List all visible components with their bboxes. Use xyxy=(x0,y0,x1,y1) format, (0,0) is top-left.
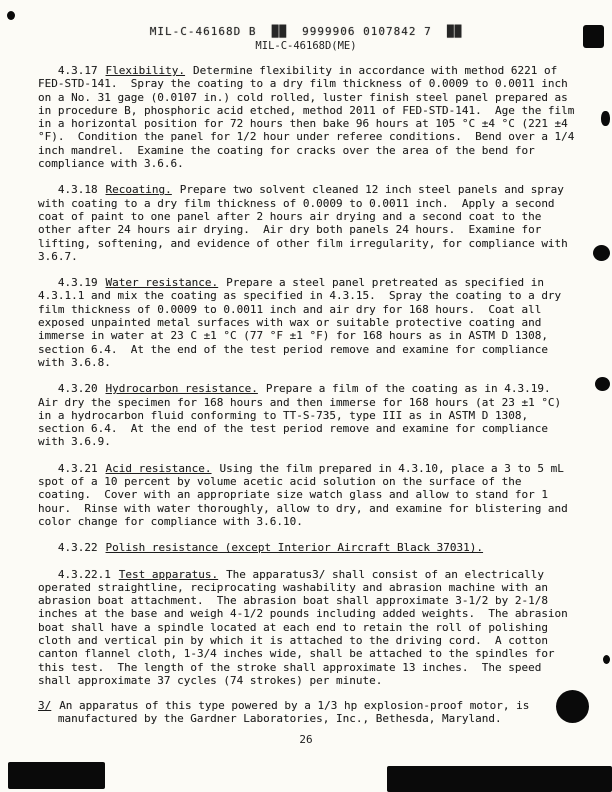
section-body: Prepare two solvent cleaned 12 inch steel panels and spray with coating to a dry film thickness of 0.0009 to 0.0011 inch. Apply a second coat of paint to one panel after 2 hours air drying and a second coat to the other after 24 hours air drying. Air dry both panels 24 hours. Examine for lifting, softening, and evidence of other film irregularity, for compliance with 3.6.7. xyxy=(38,183,575,263)
section-title: Acid resistance. xyxy=(105,461,212,475)
section-4-3-20 xyxy=(38,382,578,448)
section-4-3-21 xyxy=(38,462,578,528)
scan-artifact-right-1 xyxy=(601,111,610,126)
section-number: 4.3.22.1 xyxy=(57,567,111,581)
scan-artifact-right-2 xyxy=(593,245,610,261)
document-header xyxy=(0,25,612,52)
footnote xyxy=(38,699,578,726)
scan-artifact-right-4 xyxy=(603,655,610,664)
section-number: 4.3.20 xyxy=(57,382,98,396)
section-number: 4.3.17 xyxy=(57,64,98,77)
section-4-3-22-1 xyxy=(38,568,578,688)
section-4-3-22 xyxy=(38,541,578,554)
section-title: Recoating. xyxy=(105,183,172,197)
document-body xyxy=(38,64,582,700)
section-4-3-18 xyxy=(38,183,578,263)
section-number: 4.3.19 xyxy=(57,276,98,290)
scan-artifact-bottom-left-bar xyxy=(8,762,105,789)
page-number: 26 xyxy=(299,733,313,746)
footnote-marker: 3/ xyxy=(38,699,52,712)
section-title: Flexibility. xyxy=(105,64,186,77)
header-scan-line: MIL-C-46168D B ██ 9999906 0107842 7 ██ xyxy=(149,25,463,38)
scan-artifact-bottom-right-bar xyxy=(387,766,612,792)
section-body: Prepare a steel panel pretreated as specified in 4.3.1.1 and mix the coating as specified in 4.3.15. Spray the coating to a dry film thickness of 0.0009 to 0.0011 inch and air dry for 168 hours. Coat all exposed unpainted metal surfaces with wax or suitable protective coating and immerse in water at 23 C ±1 °C (77 °F ±1 °F) for 168 hours as in ASTM D 1308, section 6.4. At the end of the test period remove and examine for compliance with 3.6.8. xyxy=(38,276,568,369)
section-body: Using the film prepared in 4.3.10, place a 3 to 5 mL spot of a 10 percent by volume acetic acid solution on the surface of the coating. Cover with an appropriate size watch glass and allow to stand for 1 hour. Rinse with water thoroughly, allow to dry, and examine for blistering and color change for compliance with 3.6.10. xyxy=(38,461,575,528)
scan-artifact-top-left xyxy=(7,11,15,20)
footnote-text: An apparatus of this type powered by a 1/3 hp explosion-proof motor, is manufactured by the Gardner Laboratories, Inc., Bethesda, Maryland. xyxy=(57,699,537,726)
section-body: Prepare a film of the coating as in 4.3.19. Air dry the specimen for 168 hours and then immerse for 168 hours (at 23 ±1 °C) in a hydrocarbon fluid conforming to TT-S-735, type III as in ASTM D 1308, section 6.4. At the end of the test period remove and examine for compliance with 3.6.9. xyxy=(38,382,568,449)
section-title: Hydrocarbon resistance. xyxy=(105,382,258,396)
section-title: Test apparatus. xyxy=(118,567,219,581)
section-number: 4.3.22 xyxy=(57,541,98,555)
section-4-3-17 xyxy=(38,64,582,171)
section-body: The apparatus3/ shall consist of an electrically operated straightline, reciprocating washability and abrasion machine with an abrasion boat attachment. The abrasion boat shall approximate 3-1/2 by 2-1/8 inches at the base and weigh 4-1/2 pounds including added weights. The abrasion boat shall have a spindle located at each end to retain the roll of polishing cloth and vertical pin by which it is attached to the driving cord. A cotton canton flannel cloth, 1-3/4 inches wide, shall be attached to the spindles for this test. The length of the stroke shall approximate 13 inches. The speed shall approximate 37 cycles (74 strokes) per minute. xyxy=(38,567,575,687)
scan-artifact-right-3 xyxy=(595,377,610,391)
section-number: 4.3.21 xyxy=(57,461,98,475)
section-number: 4.3.18 xyxy=(57,183,98,197)
document-id: MIL-C-46168D(ME) xyxy=(255,40,357,52)
section-4-3-19 xyxy=(38,276,578,369)
section-title: Water resistance. xyxy=(105,276,219,290)
section-title: Polish resistance (except Interior Aircraft Black 37031). xyxy=(105,541,484,555)
section-body: Determine flexibility in accordance with method 6221 of FED-STD-141. Spray the coating to a dry film thickness of 0.0009 to 0.0011 inch on a No. 31 gage (0.0107 in.) cold rolled, luster finish steel panel prepared as in procedure B, phosphoric acid etched, method 2011 of FED-STD-141. Age the film in a horizontal position for 72 hours then bake 96 hours at 105 °C ±4 °C (221 ±4 °F). Condition the panel for 1/2 hour under referee conditions. Bend over a 1/4 inch mandrel. Examine the coating for cracks over the area of the bend for compliance with 3.6.6. xyxy=(38,64,582,171)
